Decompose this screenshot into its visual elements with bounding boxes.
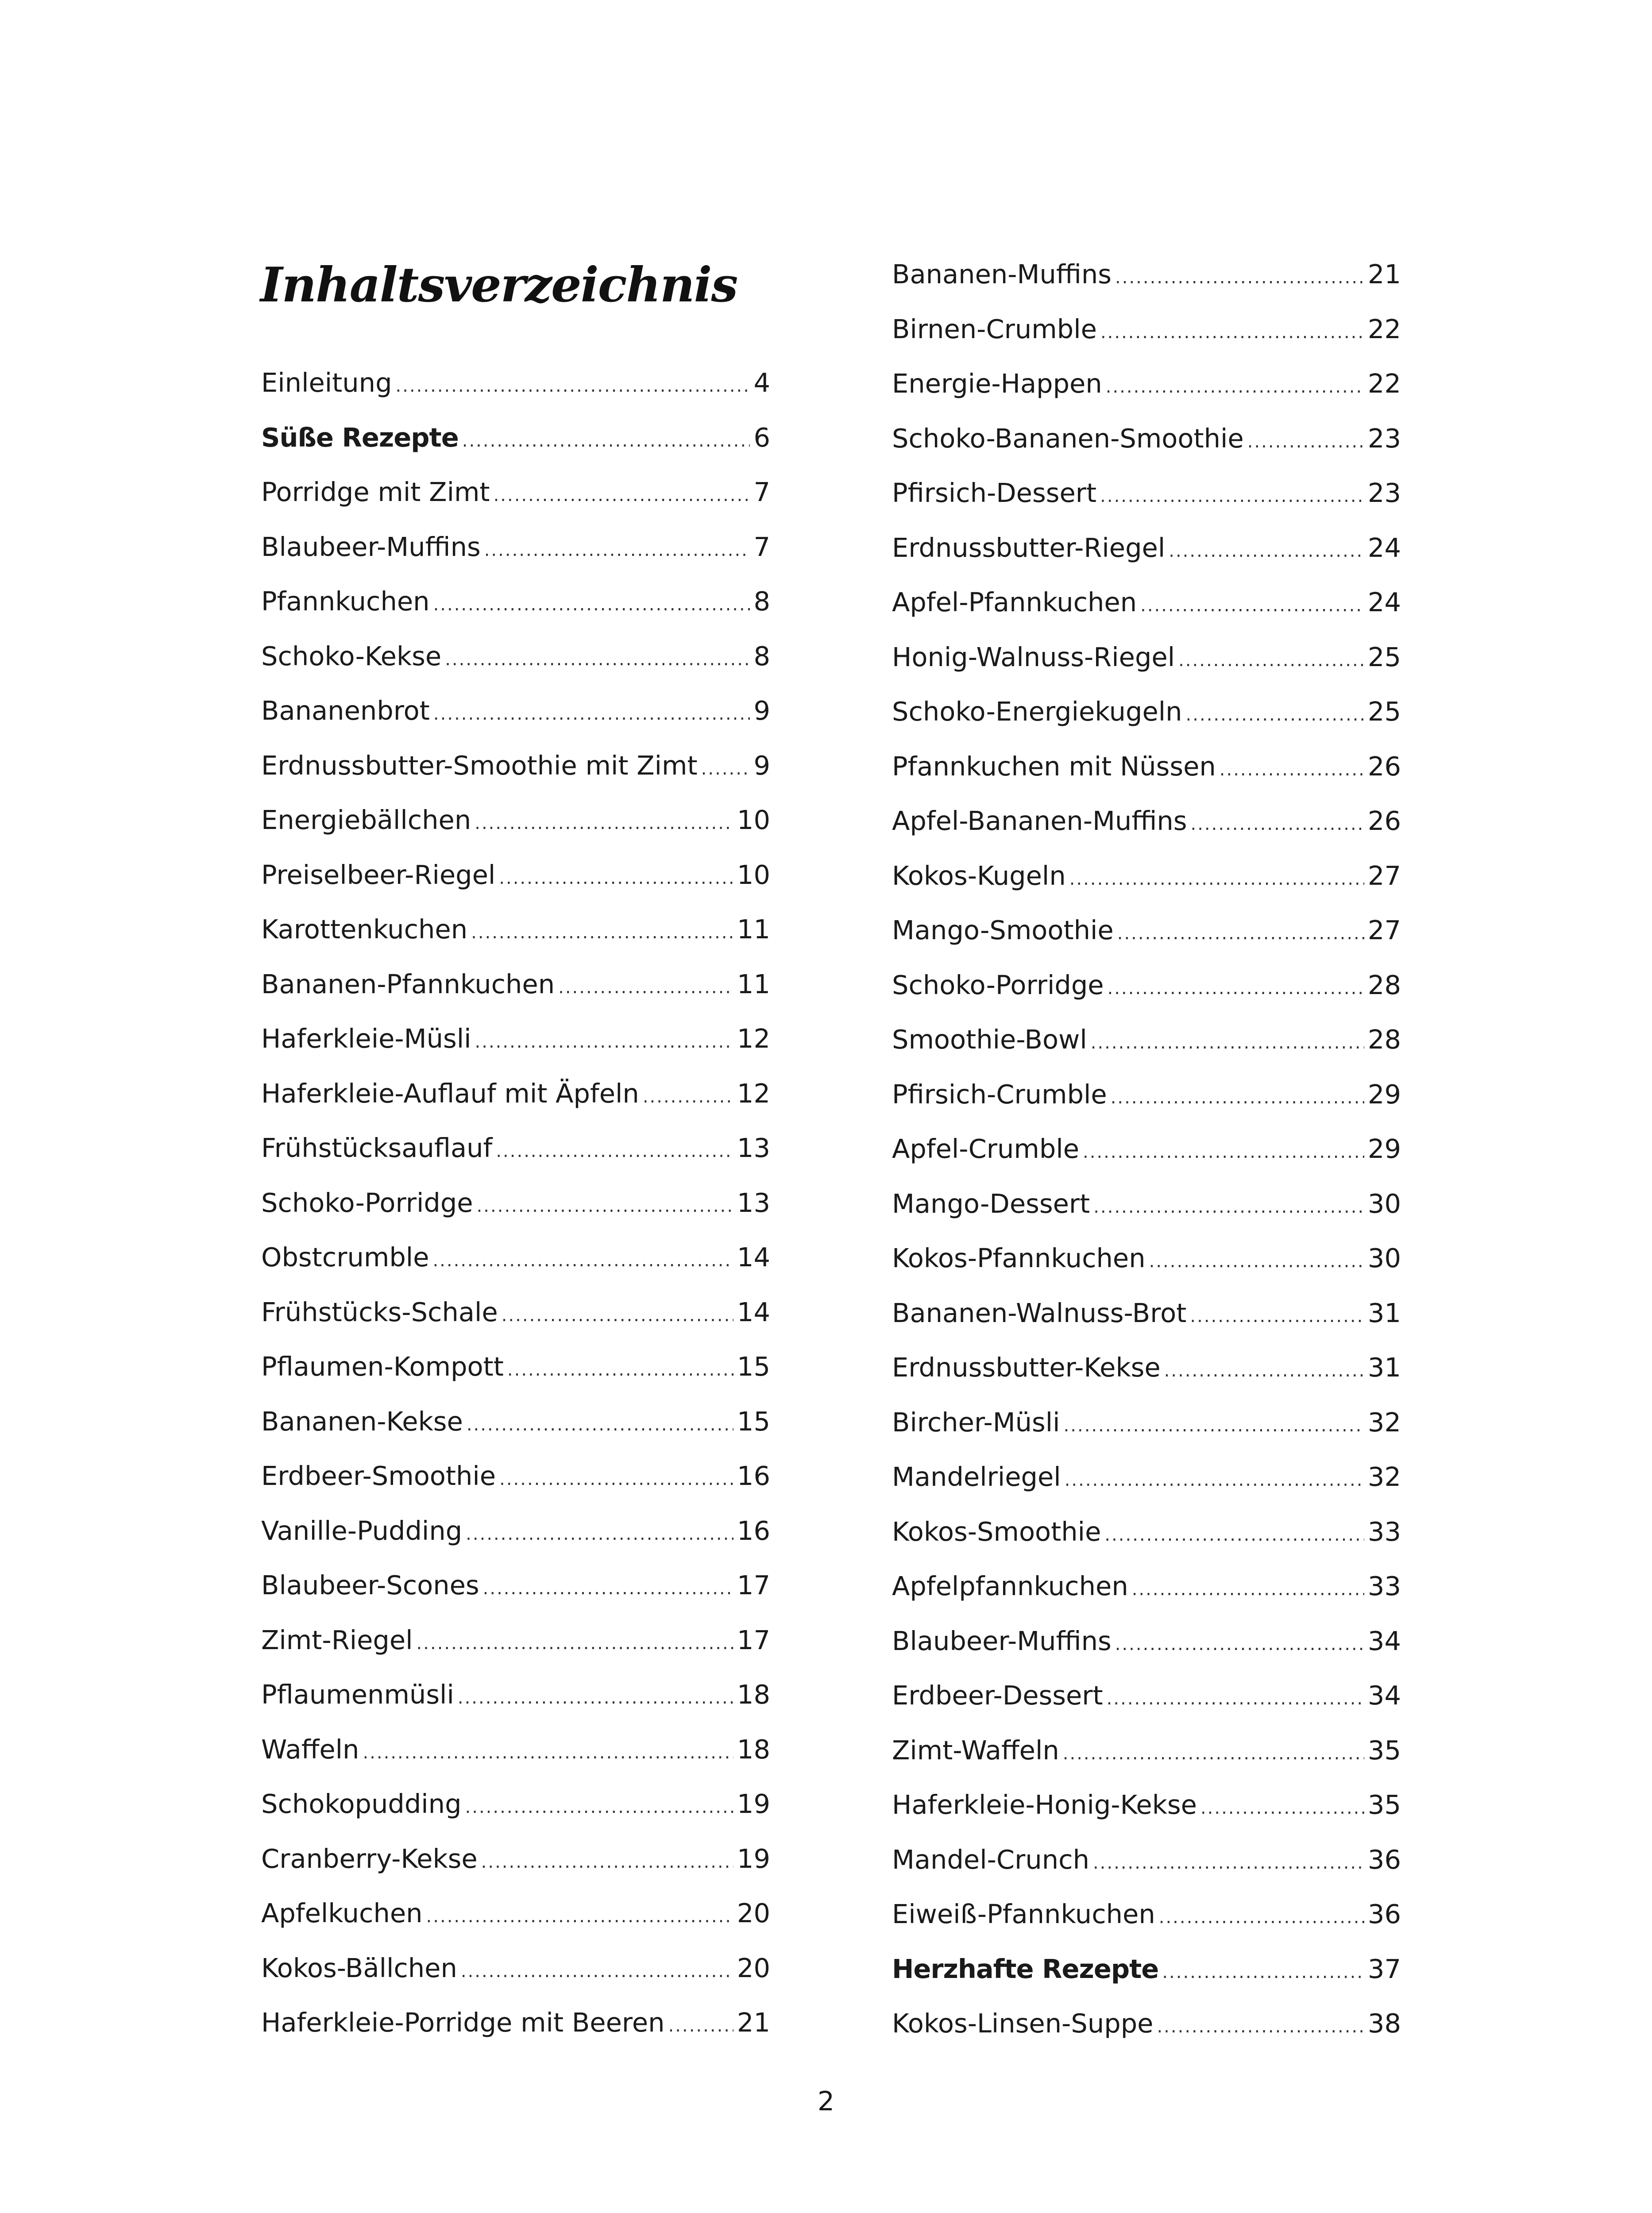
toc-entry (261, 1620, 770, 1660)
toc-entry-page: 29 (1367, 1133, 1401, 1164)
toc-entry (892, 1129, 1401, 1169)
toc-entry (261, 1675, 770, 1715)
toc-entry (261, 1019, 770, 1059)
toc-entry (892, 1785, 1401, 1825)
dot-leader (1069, 859, 1364, 899)
toc-entry-page: 36 (1367, 1899, 1401, 1929)
toc-entry (261, 1893, 770, 1933)
dot-leader (1100, 476, 1364, 516)
toc-entry-label: Erdnussbutter-Riegel (892, 532, 1166, 563)
toc-entry (261, 910, 770, 949)
dot-leader (466, 1514, 733, 1554)
dot-leader (483, 1569, 733, 1608)
toc-entry-label: Bananen-Kekse (261, 1406, 463, 1437)
toc-entry-page: 32 (1367, 1407, 1401, 1438)
toc-entry (892, 1403, 1401, 1442)
toc-entry (261, 363, 770, 403)
toc-entry-label: Blaubeer-Muffins (261, 532, 481, 562)
toc-entry-label: Blaubeer-Scones (261, 1570, 479, 1600)
toc-entry-label: Apfelpfannkuchen (892, 1571, 1128, 1601)
toc-entry-label: Energiebällchen (261, 805, 471, 835)
toc-entry-page: 19 (737, 1789, 770, 1819)
toc-section-heading (892, 1949, 1401, 1989)
toc-entry (261, 1402, 770, 1442)
toc-entry-label: Kokos-Pfannkuchen (892, 1243, 1146, 1273)
toc-entry-label: Waffeln (261, 1734, 359, 1765)
toc-entry (261, 1511, 770, 1551)
toc-entry-page: 17 (737, 1625, 770, 1655)
toc-entry-label: Schoko-Bananen-Smoothie (892, 423, 1244, 454)
toc-entry-page: 15 (737, 1406, 770, 1437)
toc-entry (892, 965, 1401, 1005)
toc-entry (892, 1840, 1401, 1880)
dot-leader (462, 421, 750, 461)
toc-entry-page: 28 (1367, 1024, 1401, 1055)
dot-leader (1220, 750, 1364, 790)
toc-entry-label: Karottenkuchen (261, 914, 468, 945)
dot-leader (458, 1678, 733, 1718)
dot-leader (433, 585, 750, 625)
toc-entry-page: 22 (1367, 314, 1401, 344)
toc-entry (261, 1183, 770, 1223)
toc-entry-label: Pfirsich-Crumble (892, 1079, 1107, 1110)
toc-entry-page: 17 (737, 1570, 770, 1600)
toc-entry (892, 1566, 1401, 1606)
toc-entry-page: 25 (1367, 642, 1401, 672)
toc-entry-page: 9 (753, 750, 770, 781)
toc-entry-label: Frühstücksauflauf (261, 1133, 493, 1163)
dot-leader (1115, 258, 1364, 297)
toc-entry-label: Mandelriegel (892, 1461, 1061, 1492)
toc-entry (892, 1293, 1401, 1333)
toc-entry-page: 15 (737, 1351, 770, 1382)
toc-entry-label: Obstcrumble (261, 1242, 429, 1272)
dot-leader (1157, 2007, 1364, 2047)
toc-entry-page: 35 (1367, 1735, 1401, 1766)
dot-leader (1106, 367, 1364, 407)
toc-entry-page: 30 (1367, 1243, 1401, 1273)
dot-leader (1064, 1406, 1364, 1446)
toc-entry (892, 1676, 1401, 1716)
toc-entry-label: Mango-Dessert (892, 1188, 1090, 1219)
toc-entry-label: Haferkleie-Honig-Kekse (892, 1789, 1197, 1820)
toc-section-heading (261, 418, 770, 458)
toc-entry (261, 1074, 770, 1114)
toc-entry (261, 800, 770, 840)
toc-entry-label: Schoko-Kekse (261, 641, 442, 671)
toc-entry (261, 691, 770, 731)
toc-entry-page: 21 (737, 2007, 770, 2038)
toc-entry-label: Herzhafte Rezepte (892, 1954, 1159, 1984)
toc-entry-page: 26 (1367, 751, 1401, 782)
toc-entry-label: Honig-Walnuss-Riegel (892, 642, 1175, 672)
dot-leader (1140, 586, 1364, 625)
dot-leader (1178, 640, 1364, 680)
toc-entry-label: Schokopudding (261, 1789, 462, 1819)
toc-entry-page: 4 (753, 367, 770, 398)
toc-entry (892, 1457, 1401, 1497)
toc-entry-page: 35 (1367, 1789, 1401, 1820)
dot-leader (1169, 531, 1364, 571)
toc-entry-page: 18 (737, 1734, 770, 1765)
dot-leader (1104, 1515, 1364, 1555)
toc-entry (892, 528, 1401, 568)
toc-entry (892, 1238, 1401, 1278)
dot-leader (1200, 1788, 1364, 1828)
dot-leader (1190, 1296, 1364, 1336)
toc-entry-label: Schoko-Porridge (892, 970, 1104, 1000)
toc-entry-label: Zimt-Riegel (261, 1625, 413, 1655)
toc-entry-label: Einleitung (261, 367, 392, 398)
dot-leader (668, 2006, 733, 2046)
toc-entry (892, 419, 1401, 459)
toc-entry-page: 29 (1367, 1079, 1401, 1110)
toc-entry-label: Apfel-Pfannkuchen (892, 587, 1137, 617)
toc-entry (892, 910, 1401, 950)
dot-leader (1132, 1569, 1364, 1609)
dot-leader (1164, 1351, 1364, 1391)
toc-entry (261, 472, 770, 512)
toc-entry-label: Bananen-Walnuss-Brot (892, 1298, 1187, 1328)
toc-entry (261, 1128, 770, 1168)
toc-entry-page: 18 (737, 1679, 770, 1710)
dot-leader (558, 968, 733, 1007)
page-title: Inhaltsverzeichnis (260, 257, 737, 313)
toc-entry-label: Mango-Smoothie (892, 915, 1114, 945)
toc-entry-label: Pflaumenmüsli (261, 1679, 454, 1710)
toc-entry-page: 10 (737, 805, 770, 835)
dot-leader (1091, 1023, 1364, 1063)
toc-entry-label: Schoko-Porridge (261, 1187, 473, 1218)
toc-entry-label: Apfelkuchen (261, 1898, 423, 1928)
dot-leader (1111, 1078, 1364, 1118)
toc-entry-page: 23 (1367, 423, 1401, 454)
toc-entry-label: Haferkleie-Porridge mit Beeren (261, 2007, 665, 2038)
toc-entry-label: Pfannkuchen (261, 586, 430, 617)
toc-entry (892, 1512, 1401, 1552)
toc-entry (261, 964, 770, 1004)
toc-entry-label: Haferkleie-Müsli (261, 1023, 471, 1054)
dot-leader (461, 1951, 733, 1991)
dot-leader (471, 913, 733, 952)
toc-entry-page: 13 (737, 1187, 770, 1218)
toc-entry-label: Pfannkuchen mit Nüssen (892, 751, 1216, 782)
toc-entry-label: Frühstücks-Schale (261, 1297, 498, 1327)
toc-entry (261, 855, 770, 895)
page-number: 2 (817, 2086, 835, 2117)
toc-entry (892, 2004, 1401, 2043)
toc-entry (892, 473, 1401, 513)
dot-leader (481, 1842, 733, 1882)
toc-entry-label: Erdbeer-Dessert (892, 1680, 1103, 1711)
dot-leader (445, 640, 750, 679)
dot-leader (1100, 312, 1364, 352)
toc-entry-page: 14 (737, 1242, 770, 1272)
toc-entry-label: Kokos-Smoothie (892, 1516, 1101, 1547)
toc-entry-label: Bananen-Muffins (892, 259, 1112, 289)
toc-entry-label: Smoothie-Bowl (892, 1024, 1087, 1055)
toc-entry-page: 9 (753, 695, 770, 726)
dot-leader (499, 1459, 733, 1499)
toc-entry-page: 23 (1367, 478, 1401, 508)
toc-entry (892, 856, 1401, 896)
toc-entry-page: 34 (1367, 1626, 1401, 1656)
toc-entry (261, 1347, 770, 1387)
toc-entry-page: 20 (737, 1953, 770, 1983)
dot-leader (1247, 422, 1364, 462)
dot-leader (465, 1787, 733, 1827)
toc-entry (261, 1784, 770, 1824)
toc-entry-label: Süße Rezepte (261, 422, 459, 453)
toc-entry (892, 1184, 1401, 1224)
toc-entry (261, 1839, 770, 1879)
toc-entry-page: 33 (1367, 1516, 1401, 1547)
toc-entry (261, 2003, 770, 2043)
toc-entry-label: Vanille-Pudding (261, 1515, 463, 1546)
dot-leader (643, 1077, 733, 1117)
dot-leader (502, 1295, 733, 1335)
dot-leader (1162, 1952, 1364, 1992)
toc-entry-page: 21 (1367, 259, 1401, 289)
toc-entry-page: 8 (753, 641, 770, 671)
toc-entry-label: Zimt-Waffeln (892, 1735, 1059, 1766)
toc-entry-page: 14 (737, 1297, 770, 1327)
toc-entry-page: 37 (1367, 1954, 1401, 1984)
dot-leader (432, 1241, 733, 1280)
toc-entry-label: Pfirsich-Dessert (892, 478, 1097, 508)
dot-leader (475, 803, 733, 843)
toc-entry-label: Bananen-Pfannkuchen (261, 969, 555, 999)
toc-entry-page: 36 (1367, 1844, 1401, 1875)
toc-entry-label: Eiweiß-Pfannkuchen (892, 1899, 1155, 1929)
dot-leader (417, 1623, 733, 1663)
toc-entry (892, 1894, 1401, 1934)
dot-leader (363, 1733, 733, 1773)
toc-entry (892, 637, 1401, 677)
dot-leader (475, 1022, 733, 1062)
toc-entry-label: Energie-Happen (892, 368, 1102, 399)
dot-leader (496, 1131, 733, 1171)
toc-entry (892, 254, 1401, 294)
toc-entry-page: 27 (1367, 915, 1401, 945)
toc-entry-page: 34 (1367, 1680, 1401, 1711)
toc-entry-label: Preiselbeer-Riegel (261, 860, 496, 890)
dot-leader (1065, 1460, 1364, 1500)
toc-entry-page: 11 (737, 969, 770, 999)
toc-entry (261, 1292, 770, 1332)
toc-entry (892, 1731, 1401, 1770)
dot-leader (1108, 968, 1364, 1008)
toc-entry-page: 22 (1367, 368, 1401, 399)
toc-entry (261, 1456, 770, 1496)
dot-leader (1107, 1679, 1364, 1719)
toc-entry-label: Schoko-Energiekugeln (892, 696, 1182, 727)
toc-entry-label: Erdnussbutter-Smoothie mit Zimt (261, 750, 698, 781)
toc-entry-page: 27 (1367, 860, 1401, 891)
toc-entry-label: Cranberry-Kekse (261, 1843, 478, 1874)
toc-entry-page: 19 (737, 1843, 770, 1874)
dot-leader (1083, 1132, 1364, 1172)
toc-entry (261, 582, 770, 621)
toc-entry-label: Erdbeer-Smoothie (261, 1461, 496, 1491)
toc-entry (892, 1020, 1401, 1060)
toc-entry (892, 1075, 1401, 1114)
dot-leader (701, 749, 750, 789)
toc-entry (261, 1730, 770, 1770)
toc-entry-page: 25 (1367, 696, 1401, 727)
toc-entry-page: 6 (753, 422, 770, 453)
toc-entry (892, 1348, 1401, 1388)
toc-entry-page: 13 (737, 1133, 770, 1163)
toc-entry (892, 1621, 1401, 1661)
toc-entry-page: 11 (737, 914, 770, 945)
toc-entry-page: 24 (1367, 532, 1401, 563)
toc-entry-label: Kokos-Bällchen (261, 1953, 457, 1983)
toc-entry-page: 26 (1367, 806, 1401, 836)
toc-entry (261, 636, 770, 676)
dot-leader (396, 366, 750, 406)
toc-entry-page: 32 (1367, 1461, 1401, 1492)
dot-leader (1093, 1843, 1364, 1883)
toc-entry-label: Haferkleie-Auflauf mit Äpfeln (261, 1078, 639, 1109)
toc-entry (892, 747, 1401, 787)
toc-entry (892, 364, 1401, 404)
toc-entry-label: Blaubeer-Muffins (892, 1626, 1112, 1656)
toc-entry (261, 527, 770, 567)
toc-entry-page: 31 (1367, 1298, 1401, 1328)
toc-entry-page: 16 (737, 1461, 770, 1491)
toc-entry-label: Kokos-Kugeln (892, 860, 1066, 891)
toc-entry-label: Apfel-Crumble (892, 1133, 1080, 1164)
dot-leader (426, 1897, 733, 1936)
dot-leader (499, 858, 733, 898)
toc-entry-page: 20 (737, 1898, 770, 1928)
toc-entry-page: 12 (737, 1078, 770, 1109)
toc-entry-label: Mandel-Crunch (892, 1844, 1089, 1875)
toc-entry-page: 16 (737, 1515, 770, 1546)
toc-entry-page: 12 (737, 1023, 770, 1054)
toc-entry-page: 38 (1367, 2008, 1401, 2039)
toc-entry-label: Erdnussbutter-Kekse (892, 1352, 1161, 1383)
toc-entry-label: Bananenbrot (261, 695, 430, 726)
toc-entry (261, 1565, 770, 1605)
toc-entry (892, 801, 1401, 841)
toc-entry-page: 7 (753, 532, 770, 562)
toc-entry-label: Bircher-Müsli (892, 1407, 1060, 1438)
dot-leader (484, 530, 750, 570)
dot-leader (1159, 1897, 1364, 1937)
dot-leader (1115, 1624, 1364, 1664)
dot-leader (477, 1186, 733, 1226)
toc-entry-page: 8 (753, 586, 770, 617)
toc-entry (892, 582, 1401, 622)
toc-entry-page: 7 (753, 477, 770, 507)
dot-leader (507, 1350, 733, 1390)
toc-entry-page: 31 (1367, 1352, 1401, 1383)
toc-entry-page: 33 (1367, 1571, 1401, 1601)
toc-entry-label: Porridge mit Zimt (261, 477, 490, 507)
toc-entry-label: Pflaumen-Kompott (261, 1351, 504, 1382)
toc-entry-label: Kokos-Linsen-Suppe (892, 2008, 1154, 2039)
dot-leader (433, 694, 750, 734)
toc-entry-page: 10 (737, 860, 770, 890)
dot-leader (494, 475, 750, 515)
toc-entry (261, 1238, 770, 1277)
dot-leader (1063, 1734, 1364, 1773)
dot-leader (1186, 695, 1364, 735)
toc-entry-label: Apfel-Bananen-Muffins (892, 806, 1187, 836)
toc-entry (261, 746, 770, 786)
toc-entry-page: 30 (1367, 1188, 1401, 1219)
toc-entry-page: 24 (1367, 587, 1401, 617)
dot-leader (1093, 1187, 1364, 1227)
dot-leader (1149, 1241, 1364, 1281)
toc-entry (892, 309, 1401, 349)
toc-entry-page: 28 (1367, 970, 1401, 1000)
toc-entry (261, 1948, 770, 1988)
dot-leader (1191, 804, 1364, 844)
toc-entry-label: Birnen-Crumble (892, 314, 1097, 344)
dot-leader (467, 1405, 733, 1445)
toc-entry (892, 692, 1401, 732)
dot-leader (1117, 914, 1364, 953)
